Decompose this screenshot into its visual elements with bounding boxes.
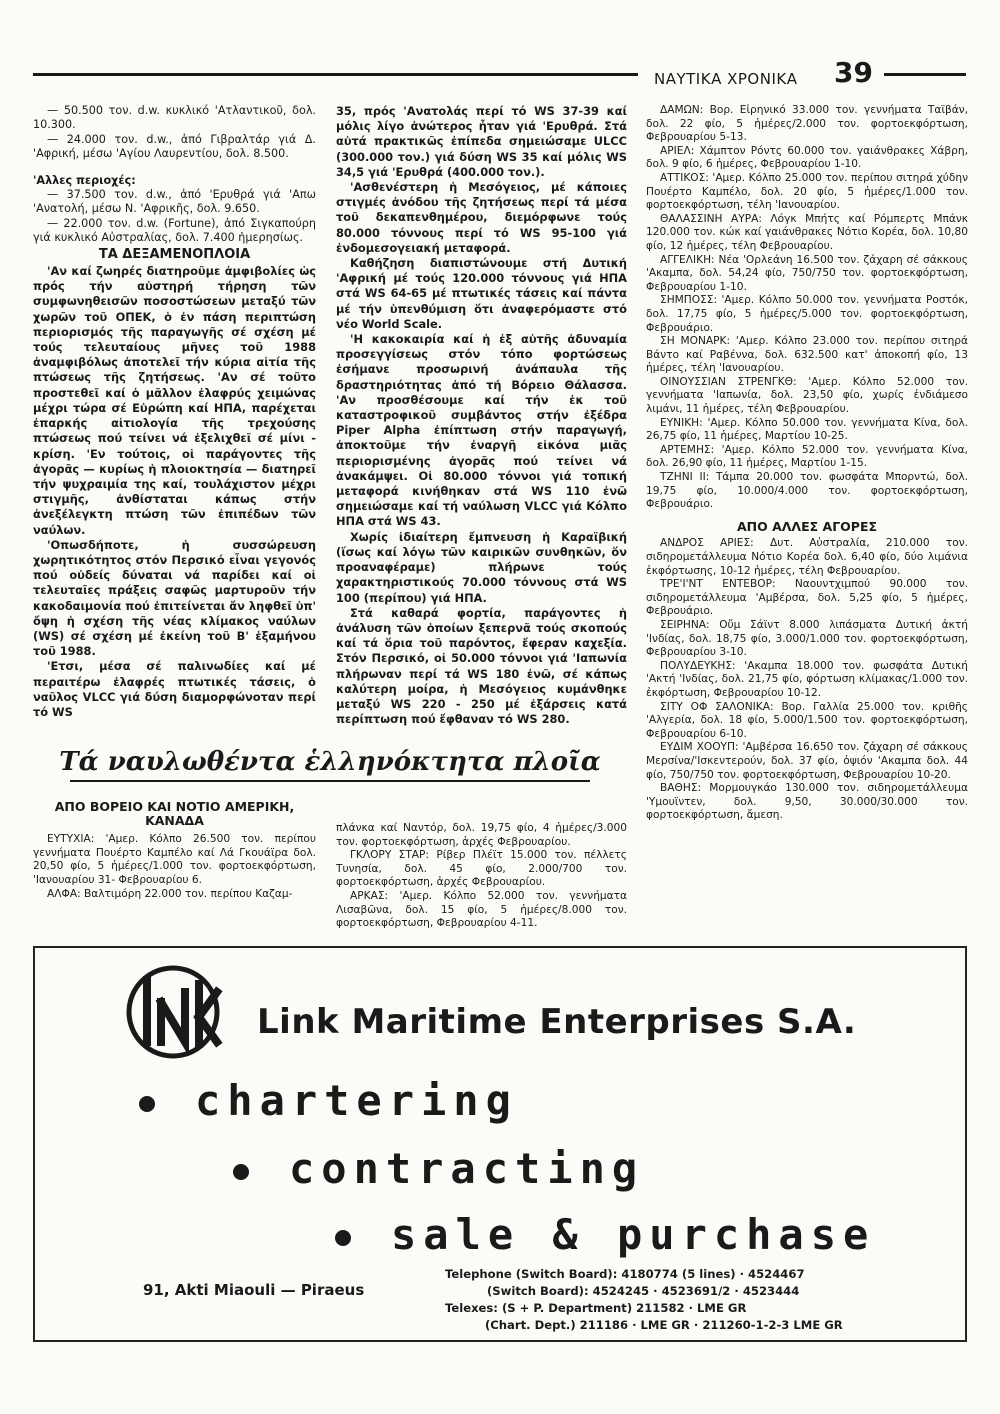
charter-entry: ΣΗ ΜΟΝΑΡΚ: 'Αμερ. Κόλπο 23.000 τον. περίπου σιτηρά Βάντο καί Ραβέννα, δολ. 632.500 κατ' ἀποκοπή φίο, 13 ἡμέρες, τέλη 'Ιανουαρίου. <box>646 335 968 375</box>
paragraph: 35, πρός 'Ανατολάς περί τό WS 37-39 καί μόλις λίγο ἀνώτερος ἦταν γιά 'Ερυθρά. Στά αὐτά πρακτικῶς ἐπίπεδα σημειώσαμε ULCC (300.000 τον.) γιά δύση WS 35 καί μόλις WS 34,5 γιά 'Ερυθρά (400.000 τον.). <box>336 104 627 179</box>
charter-entry: ΠΟΛΥΔΕΥΚΗΣ: 'Ακαμπα 18.000 τον. φωσφάτα Δυτική 'Ακτή 'Ινδίας, δολ. 21,75 φίο, φόρτωση κλίμακας/1.000 τον. ἐκφόρτωση, Φεβρουαρίου 10-12. <box>646 659 968 699</box>
column-1 <box>33 104 316 720</box>
other-regions-label: 'Αλλες περιοχές: <box>33 173 136 187</box>
telephone-line: Telephone (Switch Board): 4180774 (5 lines) · 4524467 <box>445 1267 805 1281</box>
banner-title: Τά ναυλωθέντα ἑλληνόκτητα πλοῖα <box>59 747 601 777</box>
publication-name: ΝΑΥΤΙΚΑ ΧΡΟΝΙΚΑ <box>654 70 798 88</box>
paragraph: — 50.500 τον. d.w. κυκλικό 'Ατλαντικοῦ, δολ. 10.300. <box>33 104 316 132</box>
charter-entry: ΕΥΝΙΚΗ: 'Αμερ. Κόλπο 50.000 τον. γεννήματα Κίνα, δολ. 26,75 φίο, 11 ἡμέρες, Μαρτίου 10-25. <box>646 416 968 443</box>
column-3 <box>646 104 968 823</box>
paragraph: 'Η κακοκαιρία καί ἡ ἐξ αὐτῆς ἀδυναμία προσεγγίσεως στόν τόπο φορτώσεως ἐσήμανε προσωρινή ἀνάπαυλα τῆς δραστηριότητας ἀπό τή Βόρειο Θάλασσα. 'Αν προσθέσουμε καί τήν ἐκ τοῦ καταστροφικοῦ συμβάντος στήν ἐξέδρα Piper Alpha ἐπίπτωση στήν παραγωγή, ἀποκτοῦμε τήν ἐναργῆ εἰκόνα μιᾶς περιορισμένης ἀγορᾶς πού τείνει νά ἀνακάμψει. Οἱ 80.000 τόννοι γιά τοπική μεταφορά κινήθηκαν στά WS 110 ἐνῶ σημειώσαμε καί τή ναύλωση VLCC γιά Κόλπο ΗΠΑ στά WS 43. <box>336 332 627 529</box>
header-rule-right <box>884 73 966 76</box>
charter-entry: ΑΡΚΑΣ: 'Αμερ. Κόλπο 52.000 τον. γεννήματα Λισαβῶνα, δολ. 15 φίο, 5 ἡμέρες/8.000 τον. φορτοεκφόρτωση, Φεβρουαρίου 4-11. <box>336 889 627 930</box>
service-contracting: contracting <box>289 1144 645 1193</box>
other-markets-title: ΑΠΟ ΑΛΛΕΣ ΑΓΟΡΕΣ <box>736 518 878 534</box>
paragraph: — 24.000 τον. d.w., ἀπό Γιβραλτάρ γιά Δ. 'Αφρική, μέσω 'Αγίου Λαυρεντίου, δολ. 8.500. <box>33 132 316 161</box>
paragraph: Χωρίς ἰδιαίτερη ἔμπνευση ἡ Καραϊβική (ἴσως καί λόγω τῶν καιρικῶν συνθηκῶν, ὅν προαναφέραμε) πλήρωνε τούς χαρακτηριστικούς 70.000 τόννους στά WS 100 (περίπου) γιά ΗΠΑ. <box>336 529 627 605</box>
paragraph: 'Ασθενέστερη ἡ Μεσόγειος, μέ κάποιες στιγμές ἀνόδου τῆς ζητήσεως περί τά μέσα τοῦ δεκαπενθημέρου, διεμόρφωνε τούς 80.000 τόννους περί τό WS 95-100 γιά ἐνδομεσογειακή μεταφορά. <box>336 180 627 255</box>
charter-entry: ΣΕΙΡΗΝΑ: Οὔμ Σάϊντ 8.000 λιπάσματα Δυτική ἀκτή 'Ινδίας, δολ. 18,75 φίο, 3.000/1.000 τον. φορτοεκφόρτωση, Φεβρουαρίου 3-10. <box>646 618 968 659</box>
column-2 <box>336 104 627 727</box>
charter-entry: ΓΚΛΟΡΥ ΣΤΑΡ: Ρίβερ Πλέϊτ 15.000 τον. πέλλετς Τυνησία, δολ. 45 φίο, 2.000/700 τον. φορτοεκφόρτωση, ἀρχές Φεβρουαρίου. <box>336 849 627 889</box>
charter-entry: ΘΑΛΑΣΣΙΝΗ ΑΥΡΑ: Λόγκ Μπήτς καί Ρόμπερτς Μπάνκ 120.000 τον. κώκ καί γαιάνθρακες Νότιο Κορέα, δολ. 10,80 φίο, 12 ἡμέρες, τέλη Φεβρουαρίου. <box>646 212 968 252</box>
telex-line: Telexes: (S + P. Department) 211582 · LME GR <box>445 1301 747 1315</box>
greek-ships-banner <box>40 747 620 787</box>
section-title: ΚΑΝΑΔΑ <box>145 812 204 828</box>
telex-line: (Chart. Dept.) 211186 · LME GR · 211260-1-2-3 LME GR <box>485 1318 843 1332</box>
paragraph: Στά καθαρά φορτία, παράγοντες ἡ ἀνάλυση τῶν ὁποίων ξεπερνᾶ τούς σκοπούς καί τά ὅρια τοῦ παρόντος, ἔφεραν καχεξία. Στόν Περσικό, οἱ 50.000 τόννοι γιά 'Ιαπωνία πλήρωναν περί τά WS 180 ἐνῶ, σέ κάπως καλύτερη μοίρα, ἡ Μεσόγειος κυμάνθηκε μεταξύ WS 220 - 250 μέ ἐξάρσεις κατά περίπτωση πού ἔφθαναν τό WS 280. <box>336 605 627 727</box>
charter-entry: ΔΑΜΩΝ: Βορ. Εἰρηνικό 33.000 τον. γεννήματα Ταϊβάν, δολ. 22 φίο, 5 ἡμέρες/2.000 τον. φορτοεκφόρτωση, Φεβρουαρίου 5-13. <box>646 104 968 144</box>
header-rule-left <box>33 73 638 76</box>
service-line <box>139 1076 518 1125</box>
paragraph: Καθήζηση διαπιστώνουμε στή Δυτική 'Αφρική μέ τούς 120.000 τόννους γιά ΗΠΑ στά WS 64-65 μέ πτωτικές τάσεις καί πάντα μέ τήν ὑπενθύμιση ὅτι ἀναφερόμαστε στό νέο World Scale. <box>336 256 627 331</box>
service-sale-purchase: sale & purchase <box>391 1210 876 1259</box>
paragraph: 'Οπωσδήποτε, ἡ συσσώρευση χωρητικότητος στόν Περσικό εἶναι γεγονός πού οὐδείς δύναται νά παρίδει καί οἱ τελευταῖες πράξεις σαφῶς μαρτυροῦν τήν κακοδαιμονία πού ἐπιτείνεται ἄν ληφθεῖ ὑπ' ὄψη ἡ σχέση τῆς νέας κλίμακος ναύλων (WS) σέ σχέση μέ ἐκείνη τοῦ Β' ἑξαμήνου τοῦ 1988. <box>33 537 316 659</box>
charter-entry: πλάνκα καί Ναντόρ, δολ. 19,75 φίο, 4 ἡμέρες/3.000 τον. φορτοεκφόρτωση, ἀρχές Φεβρουαρίου. <box>336 822 627 848</box>
banner-underline <box>70 780 590 782</box>
paragraph: 'Ετσι, μέσα σέ παλινωδίες καί μέ περαιτέρω ἐλαφρές πτωτικές τάσεις, ὁ ναῦλος VLCC γιά δύση διαμορφώνοταν περί τό WS <box>33 659 316 719</box>
telephone-line: (Switch Board): 4524245 · 4523691/2 · 4523444 <box>487 1284 800 1298</box>
link-logo-icon <box>113 962 233 1062</box>
bullet-icon <box>335 1230 351 1246</box>
charter-entry: ΑΛΦΑ: Βαλτιμόρη 22.000 τον. περίπου Καζαμ- <box>47 887 293 900</box>
charter-entry: ΑΓΓΕΛΙΚΗ: Νέα 'Ορλεάνη 16.500 τον. ζάχαρη σέ σάκκους 'Ακαμπα, δολ. 54,24 φίο, 750/750 τον. φορτοεκφόρτωση, Φεβρουαρίου 1-10. <box>646 253 968 293</box>
greek-ships-left <box>33 800 316 901</box>
charter-entry: ΑΡΤΕΜΗΣ: 'Αμερ. Κόλπο 52.000 τον. γεννήματα Κίνα, δολ. 26,90 φίο, 11 ἡμέρες, Μαρτίου 1-15. <box>646 443 968 470</box>
contact-block <box>445 1266 843 1334</box>
link-maritime-ad <box>33 946 967 1342</box>
charter-entry: ΑΤΤΙΚΟΣ: 'Αμερ. Κόλπο 25.000 τον. περίπου σιτηρά χύδην Πουέρτο Καμπέλο, δολ. 20 φίο, 5 ἡμέρες/1.000 τον. φορτοεκφόρτωση, τέλη 'Ιανουαρίου. <box>646 171 968 212</box>
charter-entry: ΑΡΙΕΛ: Χάμπτον Ρόντς 60.000 τον. γαιάνθρακες Χάβρη, δολ. 9 φίο, 6 ἡμέρες, Φεβρουαρίου 1-10. <box>646 144 968 171</box>
bullet-icon <box>233 1164 249 1180</box>
charter-entry: ΤΡΕ'Ι'ΝΤ ΕΝΤΕΒΟΡ: Ναουντχιμπού 90.000 τον. σιδηρομετάλλευμα 'Αμβέρσα, δολ. 5,25 φίο, 5 ἡμέρες, Φεβρουάριο. <box>646 578 968 618</box>
charter-entry: ΟΙΝΟΥΣΣΙΑΝ ΣΤΡΕΝΓΚΘ: 'Αμερ. Κόλπο 52.000 τον. γεννήματα 'Ιαπωνία, δολ. 23,50 φίο, χωρίς ἐνδιάμεσο λιμάνι, 11 ἡμέρες, τέλη Φεβρουαρίου. <box>646 375 968 416</box>
paragraph: 'Αν καί ζωηρές διατηροῦμε ἀμφιβολίες ὡς πρός τήν αὐστηρή τήρηση τῶν συμφωνηθεισῶν ποσοστώσεων μεταξύ τῶν χωρῶν τοῦ ΟΠΕΚ, ὁ ἐν πάση περιπτώση περιορισμός τῆς παραγωγῆς σέ σχέση μέ τούς τελευταίους μῆνες τοῦ 1988 ἀναμφιβόλως ἀποτελεῖ τήν κύρια αἰτία τῆς πτώσεως τῆς ζητήσεως. 'Αν σέ τοῦτο προστεθεῖ καί ὁ μᾶλλον ἐλαφρύς χειμώνας μέχρι τώρα σέ Εὐρώπη καί ΗΠΑ, παρέχεται ἐπαρκής αἰτιολογία τῆς τρεχούσης πτώσεως πού τείνει νά ἐξελιχθεῖ σέ μίνι - κρίση. 'Εν τούτοις, οἱ παράγοντες τῆς ἀγορᾶς — κυρίως ἡ πλοιοκτησία — διατηρεῖ τήν ψυχραιμία της καί, τουλάχιστον μέχρι στιγμῆς, ἀνθίσταται κάπως στήν ἀνεξέλεγκτη πτώση τῶν ἐπιπέδων τῶν ναύλων. <box>33 264 316 537</box>
service-line <box>233 1144 644 1193</box>
charter-entry: ΒΑΘΗΣ: Μορμουγκάο 130.000 τον. σιδηρομετάλλευμα 'Υμουϊντεν, δολ. 9,50, 30.000/30.000 τον. φορτοεκφόρτωση, ἄμεση. <box>646 782 968 822</box>
service-chartering: chartering <box>195 1076 518 1125</box>
greek-ships-right <box>336 822 627 931</box>
page-number: 39 <box>834 56 873 89</box>
company-address: 91, Akti Miaouli — Piraeus <box>143 1281 365 1299</box>
paragraph: — 22.000 τον. d.w. (Fortune), ἀπό Σιγκαπούρη γιά κυκλικό Αὐστραλίας, δολ. 7.400 ἡμερησίως. <box>33 216 316 245</box>
section-title: ΑΠΟ ΒΟΡΕΙΟ ΚΑΙ ΝΟΤΙΟ ΑΜΕΡΙΚΗ, <box>54 799 295 814</box>
company-name: Link Maritime Enterprises S.A. <box>257 1002 857 1042</box>
paragraph: — 37.500 τον. d.w., ἀπό 'Ερυθρά γιά 'Απω 'Ανατολή, μέσω Ν. 'Αφρικῆς, δολ. 9.650. <box>33 188 316 216</box>
charter-entry: ΣΙΤΥ ΟΦ ΣΑΛΟΝΙΚΑ: Βορ. Γαλλία 25.000 τον. κριθῆς 'Αλγερία, δολ. 18 φίο, 5.000/1.500 τον. φορτοεκφόρτωση, Φεβρουαρίου 6-10. <box>646 700 968 740</box>
charter-entry: ΕΥΔΙΜ ΧΟΟΥΠ: 'Αμβέρσα 16.650 τον. ζάχαρη σέ σάκκους Μερσίνα/'Ισκεντερούν, δολ. 37 φίο, ὀψιόν 'Ακαμπα δολ. 44 φίο, 750/750 τον. φορτοεκφόρτωση, Φεβρουαρίου 10-20. <box>646 741 968 781</box>
charter-entry: ΣΗΜΠΟΣΣ: 'Αμερ. Κόλπο 50.000 τον. γεννήματα Ροστόκ, δολ. 17,75 φίο, 5 ἡμέρες/5.000 τον. φορτοεκφόρτωση, Φεβρουάριο. <box>646 294 968 334</box>
bullet-icon <box>139 1096 155 1112</box>
charter-entry: ΑΝΔΡΟΣ ΑΡΙΕΣ: Δυτ. Αὐστραλία, 210.000 τον. σιδηρομετάλλευμα Νότιο Κορέα δολ. 6,40 φίο, δύο λιμάνια ἐκφόρτωσης, 10-12 ἡμέρες, τέλη Φεβρουαρίου. <box>646 537 968 577</box>
service-line <box>335 1210 875 1259</box>
charter-entry: ΤΖΗΝΙ ΙΙ: Τάμπα 20.000 τον. φωσφάτα Μπορντώ, δολ. 19,75 φίο, 10.000/4.000 τον. φορτοεκφόρτωση, Φεβρουάριο. <box>646 471 968 511</box>
charter-entry: ΕΥΤΥΧΙΑ: 'Αμερ. Κόλπο 26.500 τον. περίπου γεννήματα Πουέρτο Καμπέλο καί Λά Γκουάϊρα δολ. 20,50 φίο, 5 ἡμέρες/1.000 τον. φορτοεκφόρτωση, 'Ιανουαρίου 31- Φεβρουαρίου 6. <box>33 833 316 886</box>
tankers-title: ΤΑ ΔΕΞΑΜΕΝΟΠΛΟΙΑ <box>98 246 251 262</box>
